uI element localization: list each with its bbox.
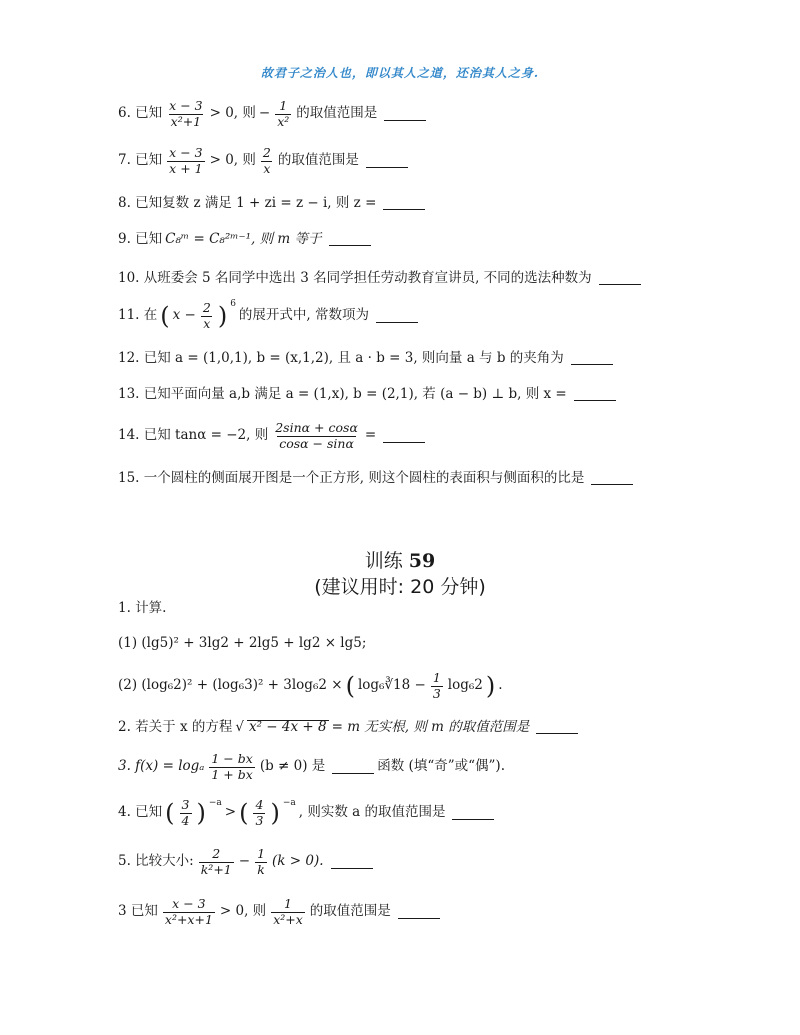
question-10: 10. 从班委会 5 名同学中选出 3 名同学担任劳动教育宣讲员, 不同的选法种数为 — [118, 272, 641, 286]
answer-blank — [398, 906, 440, 919]
question-15: 15. 一个圆柱的侧面展开图是一个正方形, 则这个圆柱的表面积与侧面积的比是 — [118, 472, 633, 486]
section-subtitle: (建议用时: 20 分钟) — [314, 576, 486, 598]
question-6: 6. 已知 $\frac{x - 3}{\text{x²+1}}$ > 0, 则 − $\frac{1}{\text{x²}}$ 的取值范围是 — [118, 100, 426, 128]
p6-fraction-1: $\frac{x - 3}{\text{x²+x+1}}$ — [164, 896, 213, 927]
p3-fraction: $\frac{1 - bx}{1 + bx}$ — [211, 751, 253, 782]
answer-blank — [383, 430, 425, 443]
section-title: 训练 59 — [364, 550, 436, 572]
answer-blank — [329, 233, 371, 246]
p2-radicand: x² − 4x + 8 — [248, 719, 327, 735]
answer-blank — [599, 272, 641, 285]
problem-5: 5. 比较大小: $\frac{2}{\text{k²+1}}$ − $\frac{1}{k}$ (k > 0). — [118, 848, 373, 876]
q6-fraction: $\frac{x - 3}{\text{x²+1}}$ — [169, 98, 203, 129]
answer-blank — [536, 721, 578, 734]
answer-blank — [331, 856, 373, 869]
problem-4: 4. 已知 ( $\frac{3}{4}$ ) $^{-a}$ > ( $\frac{4}{3}$ ) $^{-a}$ , 则实数 a 的取值范围是 — [118, 799, 494, 827]
question-8: 8. 已知复数 z 满足 1 + zi = z − i, 则 z = — [118, 197, 425, 211]
problem-1a: (1) (lg5)² + 3lg2 + 2lg5 + lg2 × lg5; — [118, 635, 367, 651]
question-9: 9. 已知 C₈ᵐ = C₈²ᵐ⁻¹, 则 m 等于 — [118, 233, 371, 247]
answer-blank — [366, 155, 408, 168]
answer-blank — [332, 761, 374, 774]
p6-fraction-2: $\frac{1}{\text{x²+x}}$ — [273, 896, 303, 927]
p5-fraction-1: $\frac{2}{\text{k²+1}}$ — [200, 846, 232, 877]
p4-fraction-2: $\frac{4}{3}$ — [255, 797, 264, 828]
problem-2: 2. 若关于 x 的方程 √ x² − 4x + 8 = m 无实根, 则 m 的取值范围是 — [118, 720, 578, 735]
p5-fraction-2: $\frac{1}{k}$ — [257, 846, 266, 877]
q11-fraction: $\frac{2}{x}$ — [202, 300, 211, 331]
answer-blank — [376, 310, 418, 323]
p1b-fraction: $\frac{1}{3}$ — [432, 670, 441, 701]
answer-blank — [574, 388, 616, 401]
q6-fraction-2: $\frac{1}{\text{x²}}$ — [277, 98, 290, 129]
answer-blank — [384, 108, 426, 121]
question-14: 14. 已知 tanα = −2, 则 $\frac{2\sin\alpha + \cos\alpha}{\cos\alpha - \sin\alpha}$ = — [118, 422, 425, 450]
problem-3: 3. f(x) = logₐ $\frac{1 - bx}{1 + bx}$ (b ≠ 0) 是 函数 (填“奇”或“偶”). — [118, 751, 505, 782]
q7-fraction: $\frac{x - 3}{x + 1}$ — [169, 145, 203, 176]
problem-1: 1. 计算. — [118, 600, 167, 616]
problem-1b: (2) (log₆2)² + (log₆3)² + 3log₆2 × ( log₆∛18 − $\frac{1}{3}$ log₆2 ) . — [118, 670, 503, 701]
q14-fraction: $\frac{2\sin\alpha + \cos\alpha}{\cos\alpha - \sin\alpha}$ — [275, 420, 358, 451]
question-13: 13. 已知平面向量 a,b 满足 a = (1,x), b = (2,1), 若 (a − b) ⊥ b, 则 x = — [118, 388, 616, 402]
answer-blank — [383, 197, 425, 210]
q6-label: 6. 已知 — [118, 105, 163, 122]
header-motto: 故君子之治人也，即以其人之道，还治其人之身. — [260, 66, 540, 80]
q6-tail: 的取值范围是 — [296, 105, 378, 122]
q6-cond: > 0, 则 — [209, 105, 256, 122]
question-7: 7. 已知 $\frac{x - 3}{x + 1}$ > 0, 则 $\frac{2}{x}$ 的取值范围是 — [118, 147, 408, 175]
q7-fraction-2: $\frac{2}{x}$ — [262, 145, 271, 176]
p4-fraction-1: $\frac{3}{4}$ — [181, 797, 190, 828]
problem-6: 3 已知 $\frac{x - 3}{\text{x²+x+1}}$ > 0, 则 $\frac{1}{\text{x²+x}}$ 的取值范围是 — [118, 898, 440, 926]
answer-blank — [591, 472, 633, 485]
question-12: 12. 已知 a = (1,0,1), b = (x,1,2), 且 a · b = 3, 则向量 a 与 b 的夹角为 — [118, 352, 613, 366]
question-11: 11. 在 ( x − $\frac{2}{x}$ ) $^6$ 的展开式中, 常数项为 — [118, 302, 418, 330]
answer-blank — [452, 807, 494, 820]
answer-blank — [571, 352, 613, 365]
